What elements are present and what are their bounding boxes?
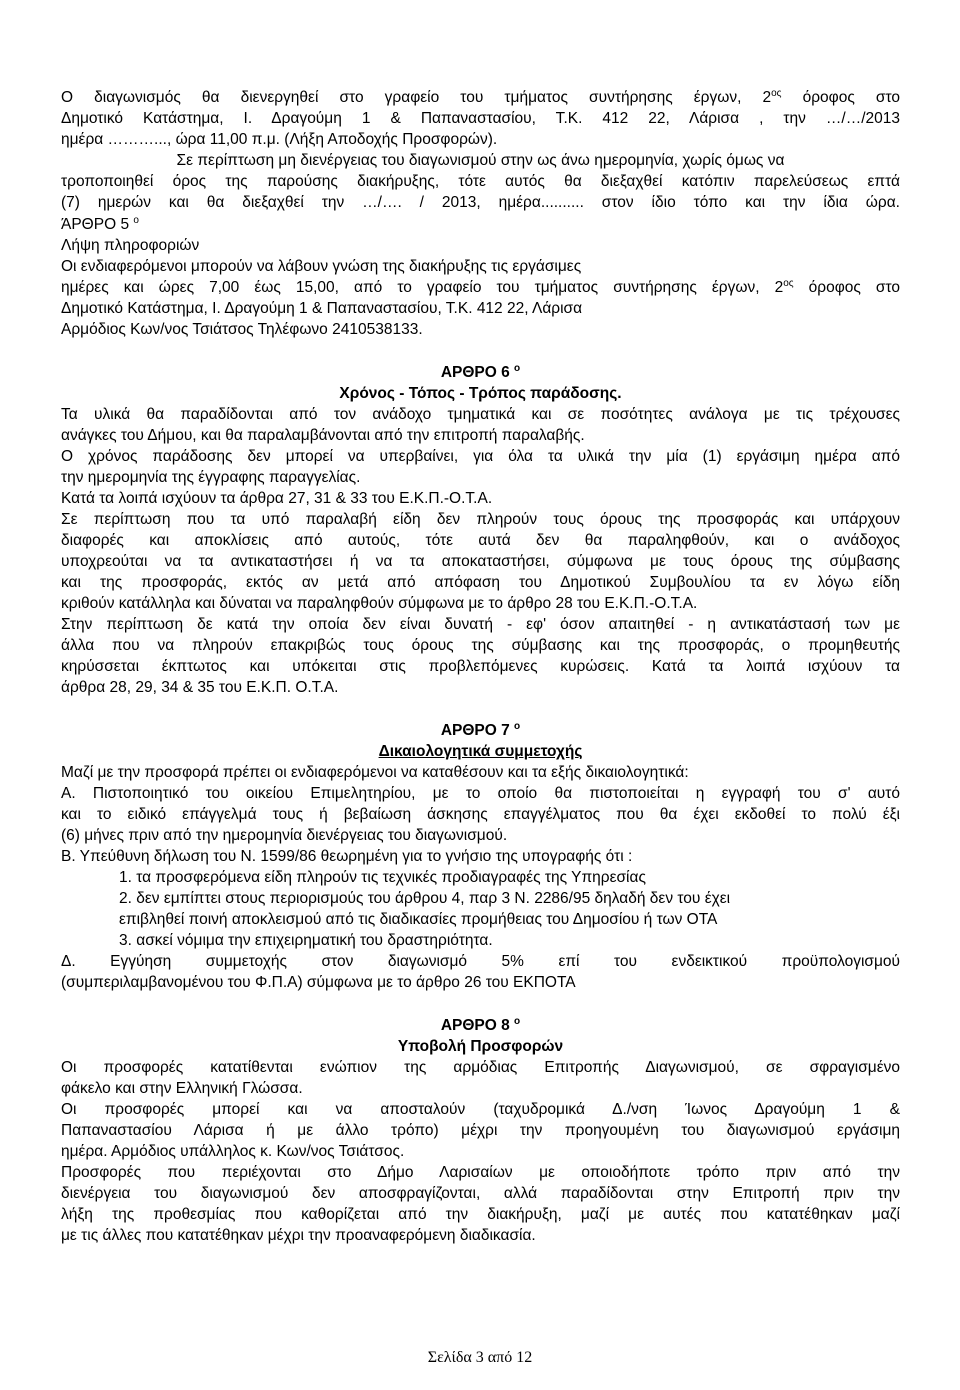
text-line: ημέρες και ώρες 7,00 έως 15,00, από το γραφείο του τμήματος συντήρησης έργων, $2^{o\varsigma}$ όροφος στο <box>61 278 900 296</box>
text-line: (6) μήνες πριν από την ημερομηνία διενέργειας του διαγωνισμού. <box>61 827 508 844</box>
article-7-heading: ΑΡΘΡΟ 7 $^o$ <box>440 721 521 739</box>
text-line: (συμπεριλαμβανομένου του Φ.Π.Α) σύμφωνα με το άρθρο 26 του ΕΚΠΟΤΑ <box>61 974 576 991</box>
text-line: κριθούν κατάλληλα και δύναται να παραληφθούν σύμφωνα με το άρθρο 28 του Ε.Κ.Π.-Ο.Τ.Α. <box>61 595 698 612</box>
text-line: με τις άλλες που κατατέθηκαν μέχρι την προαναφερόμενη διαδικασία. <box>61 1227 536 1244</box>
text-line: και το ειδικό επάγγελμά τους ή βεβαίωση άσκησης επαγγέλματος που θα έχει εκδοθεί το πολύ έξι <box>61 806 900 823</box>
text-line: Οι προσφορές μπορεί και να αποσταλούν (ταχυδρομικά Δ./νση Ίωνος Δραγούμη 1 & <box>61 1101 900 1118</box>
article-8-title: Υποβολή Προσφορών <box>397 1038 564 1055</box>
text-line: φάκελο και στην Ελληνική Γλώσσα. <box>61 1080 303 1097</box>
list-item: 1. τα προσφερόμενα είδη πληρούν τις τεχνικές προδιαγραφές της Υπηρεσίας <box>119 869 646 886</box>
text-line: Δ. Εγγύηση συμμετοχής στον διαγωνισμό 5% επί του ενδεικτικού προϋπολογισμού <box>61 953 900 970</box>
text-line: και της προσφοράς, εκτός αν μετά από απόφαση του Δημοτικού Συμβουλίου τα εν λόγω είδη <box>61 574 900 591</box>
text-line: Δημοτικό Κατάστημα, Ι. Δραγούμη 1 & Παπαναστασίου, Τ.Κ. 412 22, Λάρισα <box>61 300 583 317</box>
text-line: Ο διαγωνισμός θα διενεργηθεί στο γραφείο του τμήματος συντήρησης έργων, $2^{o\varsigma}$ όροφος στο <box>61 88 900 106</box>
text-line: Σε περίπτωση που τα υπό παραλαβή είδη δεν πληρούν τους όρους της προσφοράς και υπάρχουν <box>61 511 900 528</box>
text-line: Οι προσφορές κατατίθενται ενώπιον της αρμόδιας Επιτροπής Διαγωνισμού, σε σφραγισμένο <box>61 1059 900 1076</box>
text-line: Αρμόδιος Κων/νος Τσιάτσος Τηλέφωνο 2410538133. <box>61 321 423 338</box>
text-line: ημέρα ………..., ώρα 11,00 π.μ. (Λήξη Αποδοχής Προσφορών). <box>61 131 498 148</box>
list-item: 3. ασκεί νόμιμα την επιχειρηματική του δραστηριότητα. <box>119 932 493 949</box>
article-8-heading: ΑΡΘΡΟ 8 $^o$ <box>440 1016 521 1034</box>
text-line: (7) ημερών και θα διεξαχθεί την …/…. / 2013, ημέρα.......... στον ίδιο τόπο και την ίδια ώρα. <box>61 194 900 211</box>
page-footer: Σελίδα 3 από 12 <box>427 1349 533 1366</box>
text-line: άρθρα 28, 29, 34 & 35 του Ε.Κ.Π. Ο.Τ.Α. <box>61 679 339 696</box>
text-line: Α. Πιστοποιητικό του οικείου Επιμελητηρίου, με το οποίο θα πιστοποιείται η εγγραφή του σ' αυτό <box>61 785 900 802</box>
list-item: 2. δεν εμπίπτει στους περιορισμούς του άρθρου 4, παρ 3 Ν. 2286/95 δηλαδή δεν του έχει <box>119 890 731 907</box>
text-line: ημέρα. Αρμόδιος υπάλληλος κ. Κων/νος Τσιάτσος. <box>61 1143 405 1160</box>
text-line: Κατά τα λοιπά ισχύουν τα άρθρα 27, 31 & 33 του Ε.Κ.Π.-Ο.Τ.Α. <box>61 490 493 507</box>
text-line: διενέργεια του διαγωνισμού δεν αποσφραγίζονται, αλλά παραδίδονται στην Επιτροπή πριν την <box>61 1185 900 1202</box>
text-line: κηρύσσεται έκπτωτος και υπόκειται στις προβλεπόμενες κυρώσεις. Κατά τα λοιπά ισχύουν τα <box>61 658 900 675</box>
text-line: Παπαναστασίου Λάρισα ή με άλλο τρόπο) μέχρι την προηγουμένη του διαγωνισμού εργάσιμη <box>61 1122 900 1139</box>
text-line: λήξη της προθεσμίας που καθορίζεται από την διακήρυξη, μαζί με αυτές που κατατέθηκαν μαζί <box>61 1206 900 1223</box>
text-line: Οι ενδιαφερόμενοι μπορούν να λάβουν γνώση της διακήρυξης τις εργάσιμες <box>61 258 582 275</box>
text-line: άλλα που να πληρούν επακριβώς τους όρους της σύμβασης και της προσφοράς, ο προμηθευτής <box>61 637 900 654</box>
text-line: Β. Υπεύθυνη δήλωση του Ν. 1599/86 θεωρημένη για το γνήσιο της υπογραφής ότι : <box>61 848 633 865</box>
text-line: Δημοτικό Κατάστημα, Ι. Δραγούμη 1 & Παπαναστασίου, Τ.Κ. 412 22, Λάρισα , την …/…/2013 <box>61 110 900 127</box>
list-item-continuation: επιβληθεί ποινή αποκλεισμού από τις διαδικασίες προμήθειας του Δημοσίου ή των ΟΤΑ <box>119 911 718 928</box>
article-6-title: Χρόνος - Τόπος - Τρόπος παράδοσης. <box>339 385 622 402</box>
text-line: υποχρεούται να τα αντικαταστήσει ή να τα αποκαταστήσει, σύμφωνα με τους όρους της σύμβασης <box>61 553 900 570</box>
text-line: Σε περίπτωση μη διενέργειας του διαγωνισμού στην ως άνω ημερομηνία, χωρίς όμως να <box>176 152 785 169</box>
text-line: διαφορές και αποκλίσεις από αυτούς, τότε αυτά δεν θα παραληφθούν, και ο ανάδοχος <box>61 532 900 549</box>
text-line: ανάγκες του Δήμου, και θα παραλαμβάνονται από την επιτροπή παραλαβής. <box>61 427 585 444</box>
text-line: Προσφορές που περιέχονται στο Δήμο Λαρισαίων με οποιοδήποτε τρόπο πριν από την <box>61 1164 900 1181</box>
text-line: την ημερομηνία της έγγραφης παραγγελίας. <box>61 469 361 486</box>
text-line: Τα υλικά θα παραδίδονται από τον ανάδοχο τμηματικά και σε ποσότητες ανάλογα με τις τρέχουσες <box>61 406 900 423</box>
text-line: Στην περίπτωση δε κατά την οποία δεν είναι δυνατή - εφ' όσον απαιτηθεί - η αντικατάστασή των με <box>61 616 900 633</box>
text-line: Μαζί με την προσφορά πρέπει οι ενδιαφερόμενοι να καταθέσουν και τα εξής δικαιολογητικά: <box>61 764 689 781</box>
article-6-heading: ΑΡΘΡΟ 6 $^o$ <box>440 363 521 381</box>
article-5-heading: ΆΡΘΡΟ 5 $^o$ <box>61 215 139 233</box>
article-7-title: Δικαιολογητικά συμμετοχής <box>378 743 583 760</box>
text-line: Ο χρόνος παράδοσης δεν μπορεί να υπερβαίνει, για όλα τα υλικά την μία (1) εργάσιμη ημέρα από <box>61 448 900 465</box>
text-line: τροποποιηθεί όρος της παρούσης διακήρυξης, τότε αυτός θα διεξαχθεί κατόπιν παρελεύσεως επτά <box>61 173 900 190</box>
article-5-title: Λήψη πληροφοριών <box>61 237 200 254</box>
